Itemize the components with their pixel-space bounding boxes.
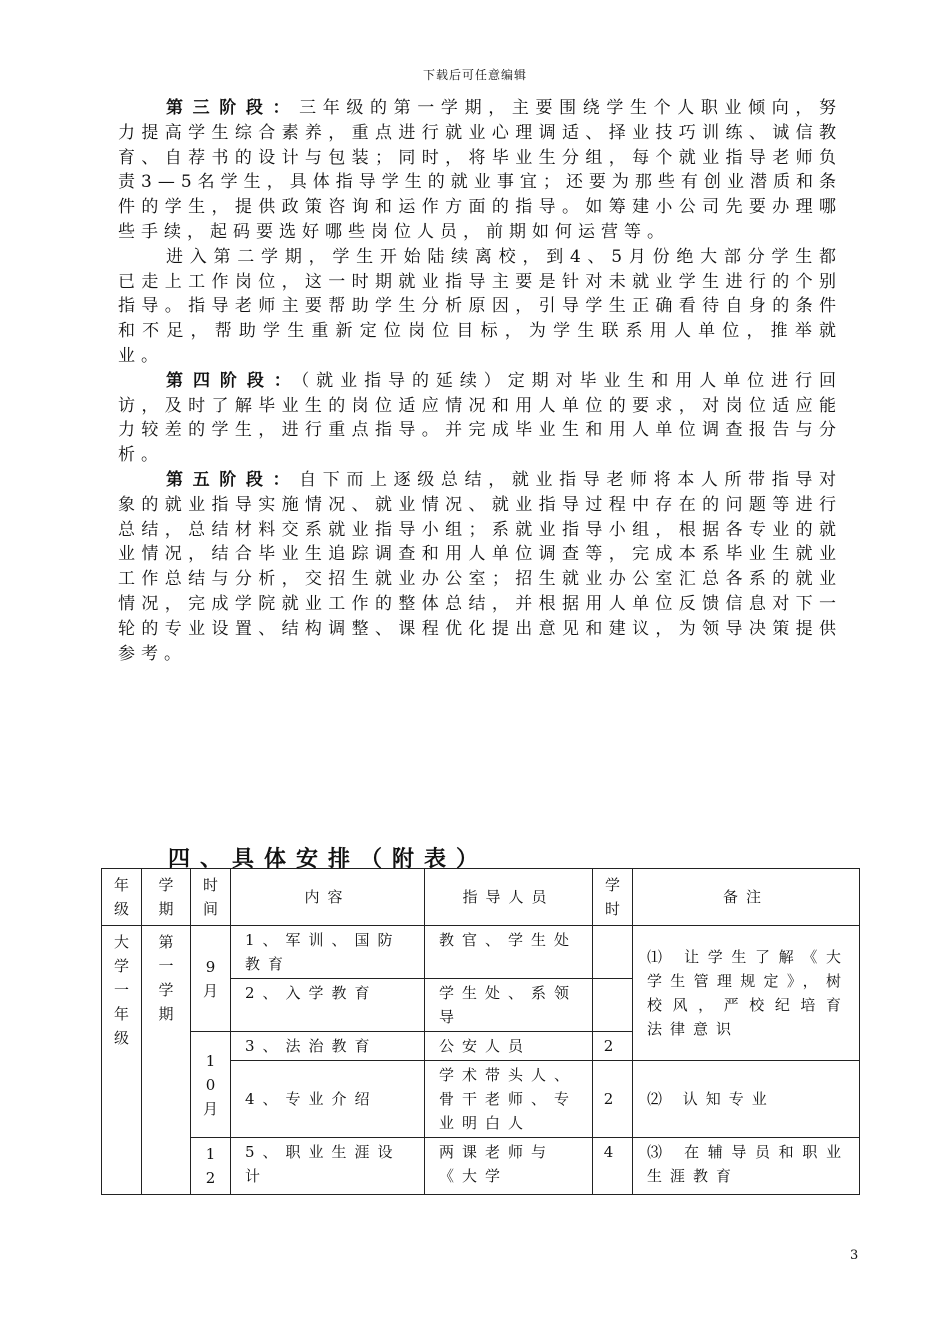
hours-cell bbox=[593, 926, 633, 979]
content-cell: 1、军训、国防教育 bbox=[231, 926, 425, 979]
table-row bbox=[102, 926, 860, 979]
stage-label: 第五阶段： bbox=[166, 469, 300, 490]
hours-cell: 2 bbox=[593, 1032, 633, 1061]
notes-cell: ⑵ 认知专业 bbox=[633, 1061, 860, 1138]
section-title: 四、具体安排（附表） bbox=[168, 846, 489, 872]
notes-cell: ⑶ 在辅导员和职业生涯教育 bbox=[633, 1138, 860, 1195]
grade-cell: 大学一年级 bbox=[102, 926, 142, 1195]
paragraph-stage-5 bbox=[118, 468, 842, 666]
page-number: 3 bbox=[850, 1248, 859, 1263]
header-term: 学期 bbox=[142, 869, 191, 926]
page-header: 下载后可任意编辑 bbox=[422, 68, 527, 82]
header-time: 时间 bbox=[191, 869, 231, 926]
staff-cell: 两课老师与《大学 bbox=[425, 1138, 593, 1195]
stage-label: 第四阶段： bbox=[166, 370, 301, 391]
table-header-row bbox=[102, 869, 860, 926]
table-row bbox=[102, 1138, 860, 1195]
hours-cell: 2 bbox=[593, 1061, 633, 1138]
hours-cell bbox=[593, 979, 633, 1032]
content-cell: 4、专业介绍 bbox=[231, 1061, 425, 1138]
content-cell: 2、入学教育 bbox=[231, 979, 425, 1032]
content-cell: 3、法治教育 bbox=[231, 1032, 425, 1061]
stage-label: 第三阶段： bbox=[166, 98, 300, 118]
staff-cell: 教官、学生处 bbox=[425, 926, 593, 979]
paragraph-text: （就业指导的延续）定期对毕业生和用人单位进行回访，及时了解毕业生的岗位适应情况和用人单位的要求，对岗位适应能力较差的学生，进行重点指导。并完成毕业生和用人单位调查报告与分析。 bbox=[118, 370, 843, 466]
paragraph-text: 进入第二学期，学生开始陆续离校，到4、5月份绝大部分学生都已走上工作岗位，这一时期就业指导主要是针对未就业学生进行的个别指导。指导老师主要帮助学生分析原因，引导学生正确看待自身的条件和不足，帮助学生重新定位岗位目标，为学生联系用人单位，推举就业。 bbox=[118, 246, 842, 366]
time-cell-dec: 12 bbox=[191, 1138, 231, 1195]
header-grade: 年级 bbox=[102, 869, 142, 926]
term-cell: 第一学期 bbox=[142, 926, 191, 1195]
schedule-table bbox=[101, 868, 860, 1195]
paragraph-text: 自下而上逐级总结，就业指导老师将本人所带指导对象的就业指导实施情况、就业情况、就业指导过程中存在的问题等进行总结，总结材料交系就业指导小组；系就业指导小组，根据各专业的就业情况，结合毕业生追踪调查和用人单位调查等，完成本系毕业生就业工作总结与分析，交招生就业办公室；招生就业办公室汇总各系的就业情况，完成学院就业工作的整体总结，并根据用人单位反馈信息对下一轮的专业设置、结构调整、课程优化提出意见和建议，为领导决策提供参考。 bbox=[118, 469, 843, 664]
body-text bbox=[118, 96, 842, 666]
paragraph-second-term bbox=[118, 245, 842, 369]
staff-cell: 公安人员 bbox=[425, 1032, 593, 1061]
time-cell-sep: 9月 bbox=[191, 926, 231, 1032]
paragraph-text: 三年级的第一学期，主要围绕学生个人职业倾向，努力提高学生综合素养，重点进行就业心理调适、择业技巧训练、诚信教育、自荐书的设计与包装；同时，将毕业生分组，每个就业指导老师负责3—5名学生，具体指导学生的就业事宜；还要为那些有创业潜质和条件的学生，提供政策咨询和运作方面的指导。如筹建小公司先要办理哪些手续，起码要选好哪些岗位人员，前期如何运营等。 bbox=[118, 98, 843, 242]
header-content: 内容 bbox=[231, 869, 425, 926]
time-cell-oct: 10月 bbox=[191, 1032, 231, 1138]
staff-cell: 学术带头人、骨干老师、专业明白人 bbox=[425, 1061, 593, 1138]
paragraph-stage-3 bbox=[118, 96, 842, 245]
paragraph-stage-4 bbox=[118, 369, 842, 468]
hours-cell: 4 bbox=[593, 1138, 633, 1195]
notes-cell: ⑴ 让学生了解《大学生管理规定》，树校风，严校纪培育法律意识 bbox=[633, 926, 860, 1061]
header-staff: 指导人员 bbox=[425, 869, 593, 926]
header-notes: 备注 bbox=[633, 869, 860, 926]
staff-cell: 学生处、系领导 bbox=[425, 979, 593, 1032]
header-hours: 学时 bbox=[593, 869, 633, 926]
content-cell: 5、职业生涯设计 bbox=[231, 1138, 425, 1195]
